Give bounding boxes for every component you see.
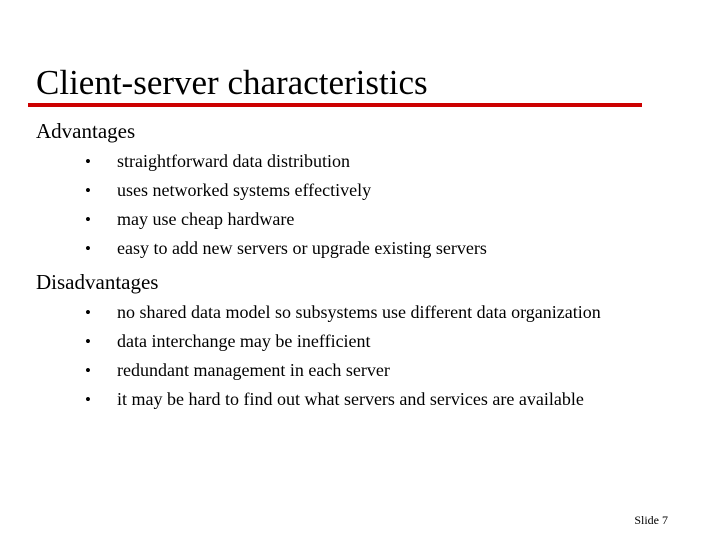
bullet-icon: • <box>85 332 91 351</box>
bullet-icon: • <box>85 239 91 258</box>
disadvantage-text: data interchange may be inefficient <box>117 331 371 351</box>
disadvantages-list <box>0 298 717 414</box>
bullet-icon: • <box>85 152 91 171</box>
disadvantages-heading: Disadvantages <box>36 270 159 294</box>
list-item <box>0 147 717 176</box>
advantage-text: uses networked systems effectively <box>117 180 372 200</box>
title-underline <box>28 103 642 107</box>
list-item <box>0 327 717 356</box>
advantage-text: may use cheap hardware <box>117 209 295 229</box>
list-item <box>0 385 717 414</box>
bullet-icon: • <box>85 210 91 229</box>
bullet-icon: • <box>85 361 91 380</box>
advantage-text: easy to add new servers or upgrade existing servers <box>117 238 487 258</box>
bullet-icon: • <box>85 181 91 200</box>
slide-title: Client-server characteristics <box>36 63 428 102</box>
disadvantage-text: it may be hard to find out what servers and services are available <box>117 389 584 409</box>
list-item <box>0 234 717 263</box>
bullet-icon: • <box>85 390 91 409</box>
list-item <box>0 298 717 327</box>
slide-number: Slide 7 <box>634 513 668 527</box>
disadvantage-text: no shared data model so subsystems use different data organization <box>117 302 601 322</box>
disadvantage-text: redundant management in each server <box>117 360 390 380</box>
advantages-list <box>0 147 717 263</box>
bullet-icon: • <box>85 303 91 322</box>
advantages-heading: Advantages <box>36 119 136 143</box>
advantage-text: straightforward data distribution <box>117 151 350 171</box>
list-item <box>0 205 717 234</box>
list-item <box>0 356 717 385</box>
list-item <box>0 176 717 205</box>
